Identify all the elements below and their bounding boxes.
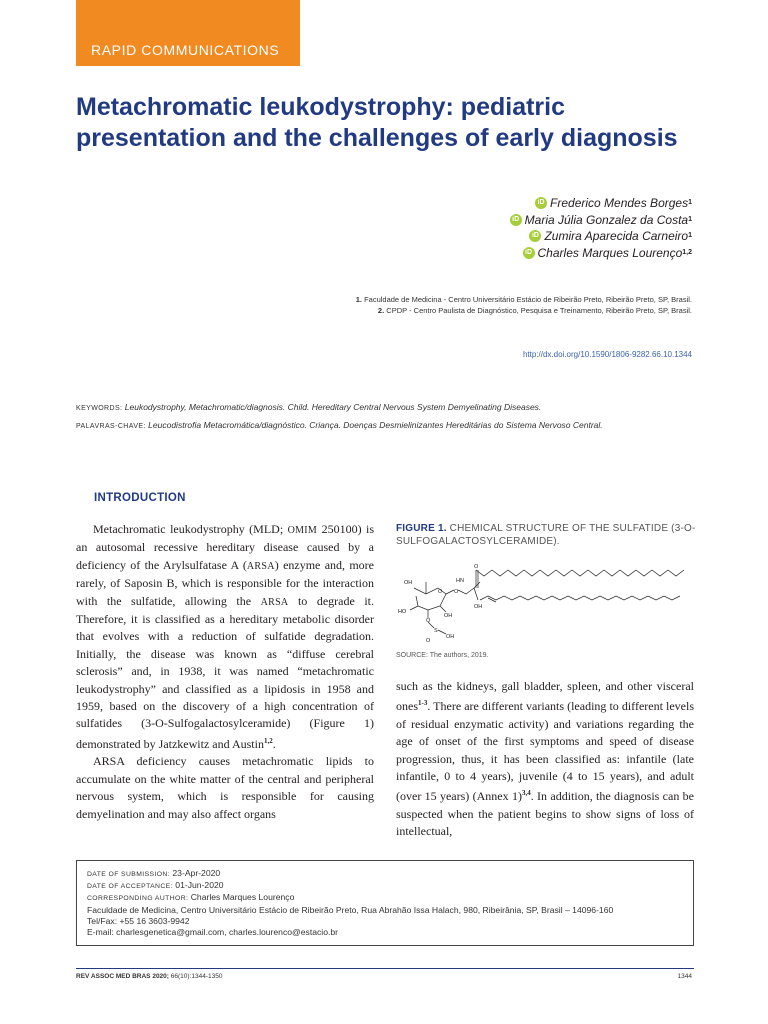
acceptance-date: DATE OF ACCEPTANCE: 01-Jun-2020 <box>87 880 224 891</box>
orcid-icon[interactable]: iD <box>535 197 547 209</box>
orcid-icon[interactable]: iD <box>529 230 541 242</box>
palavras-text: Leucodistrofia Metacromática/diagnóstico. Criança. Doenças Desmielinizantes Hereditárias do Sistema Nervoso Central. <box>148 420 603 430</box>
atom-label: O <box>474 564 479 570</box>
atom-label: HO <box>398 609 407 615</box>
palavras-chave <box>76 419 696 433</box>
article-title: Metachromatic leukodystrophy: pediatric presentation and the challenges of early diagnosis <box>76 93 678 152</box>
corresponding-author: CORRESPONDING AUTHOR: Charles Marques Lourenço <box>87 892 295 903</box>
paragraph: Metachromatic leukodystrophy (MLD; OMIM 250100) is an autosomal recessive hereditary disease caused by a deficiency of the Arylsulfatase A (ARSA) enzyme and, more rarely, of Saposin B, which is responsible for the interaction with the sulfatide, allowing the ARSA to degrade it. Therefore, it is classified as a hereditary metabolic disorder that evolves with a reduction of sulfatide degradation. Initially, the disease was known as “diffuse cerebral sclerosis” and, in 1938, it was named “metachromatic leukodystrophy” and classified as a lipidosis in 1958 and 1959, based on the discovery of a high concentration of sulfatides (3-O-Sulfogalactosylceramide) (Figure 1) demonstrated by Jatzkewitz and Austin$^{1,2}$. <box>76 522 375 751</box>
atom-label: O <box>426 618 431 624</box>
keywords-text: Leukodystrophy, Metachromatic/diagnosis. Child. Hereditary Central Nervous System Demyelinating Diseases. <box>124 402 542 412</box>
sulfatide-structure-diagram <box>396 560 696 645</box>
footer-citation: REV ASSOC MED BRAS 2020; 66(10):1344-1350 <box>76 973 223 980</box>
author-item: iD Zumira Aparecida Carneiro 1 <box>510 228 692 245</box>
affiliation-item: 2. CPDP - Centro Paulista de Diagnóstico, Pesquisa e Treinamento, Ribeirão Preto, SP, Brasil. <box>377 306 692 315</box>
submission-date: DATE OF SUBMISSION: 23-Apr-2020 <box>87 868 221 878</box>
palavras-label: PALAVRAS-CHAVE: <box>76 423 146 430</box>
atom-label: OH <box>444 613 453 619</box>
section-banner <box>76 0 300 66</box>
keywords <box>76 401 696 415</box>
left-column <box>76 521 374 823</box>
affiliations <box>356 294 692 316</box>
atom-label: O <box>426 638 431 644</box>
atom-label: S <box>434 628 438 634</box>
paragraph: such as the kidneys, gall bladder, spleen, and other visceral ones$^{1-3}$. There are different variants (leading to different levels of residual enzymatic activity) and variations regarding the age of onset of the first symptoms and speed of disease progression, thus, it has been classified as: infantile (late infantile, 0 to 4 years), juvenile (4 to 15 years), and adult (over 15 years) (Annex 1)$^{3,4}$. In addition, the diagnosis can be suspected when the patient begins to show signs of loss of intellectual, <box>396 679 694 839</box>
page-number: 1344 <box>677 973 692 980</box>
figure-caption: FIGURE 1. CHEMICAL STRUCTURE OF THE SULFATIDE (3-O-SULFOGALACTOSYLCERAMIDE). <box>396 523 696 547</box>
orcid-icon[interactable]: iD <box>523 247 535 259</box>
figure-label: FIGURE 1. <box>396 523 447 534</box>
section-label: RAPID COMMUNICATIONS <box>91 42 280 58</box>
right-column <box>396 678 694 841</box>
keywords-label: KEYWORDS: <box>76 405 123 412</box>
section-heading: INTRODUCTION <box>94 492 186 504</box>
figure-source: SOURCE: The authors, 2019. <box>396 652 489 659</box>
author-item: iD Charles Marques Lourenço 1,2 <box>510 245 692 262</box>
paragraph: ARSA deficiency causes metachromatic lipids to accumulate on the white matter of the central and peripheral nervous system, which is responsible for causing demyelination and may also affect organs <box>76 754 374 821</box>
author-list <box>510 195 692 261</box>
atom-label: OH <box>404 580 413 586</box>
atom-label: OH <box>446 634 455 640</box>
article-info-box <box>76 860 694 946</box>
doi-link[interactable]: http://dx.doi.org/10.1590/1806-9282.66.10.1344 <box>522 350 692 359</box>
footer-divider <box>76 968 694 969</box>
atom-label: O <box>454 589 459 595</box>
atom-label: OH <box>474 604 483 610</box>
author-phone: Tel/Fax: +55 16 3603-9942 <box>87 915 190 926</box>
atom-label: HN <box>456 578 464 584</box>
author-address: Faculdade de Medicina, Centro Universitário Estácio de Ribeirão Preto, Rua Abrahão Issa Halach, 980, Ribeirânia, SP, Brasil – 14096-160 <box>87 904 614 915</box>
orcid-icon[interactable]: iD <box>510 214 522 226</box>
author-item: iD Frederico Mendes Borges 1 <box>510 195 692 212</box>
atom-label: O <box>438 589 443 595</box>
affiliation-item: 1. Faculdade de Medicina - Centro Universitário Estácio de Ribeirão Preto, Ribeirão Preto, SP, Brasil. <box>355 295 692 304</box>
author-item: iD Maria Júlia Gonzalez da Costa 1 <box>510 212 692 229</box>
author-email[interactable]: E-mail: charlesgenetica@gmail.com, charles.lourenco@estacio.br <box>87 927 339 938</box>
